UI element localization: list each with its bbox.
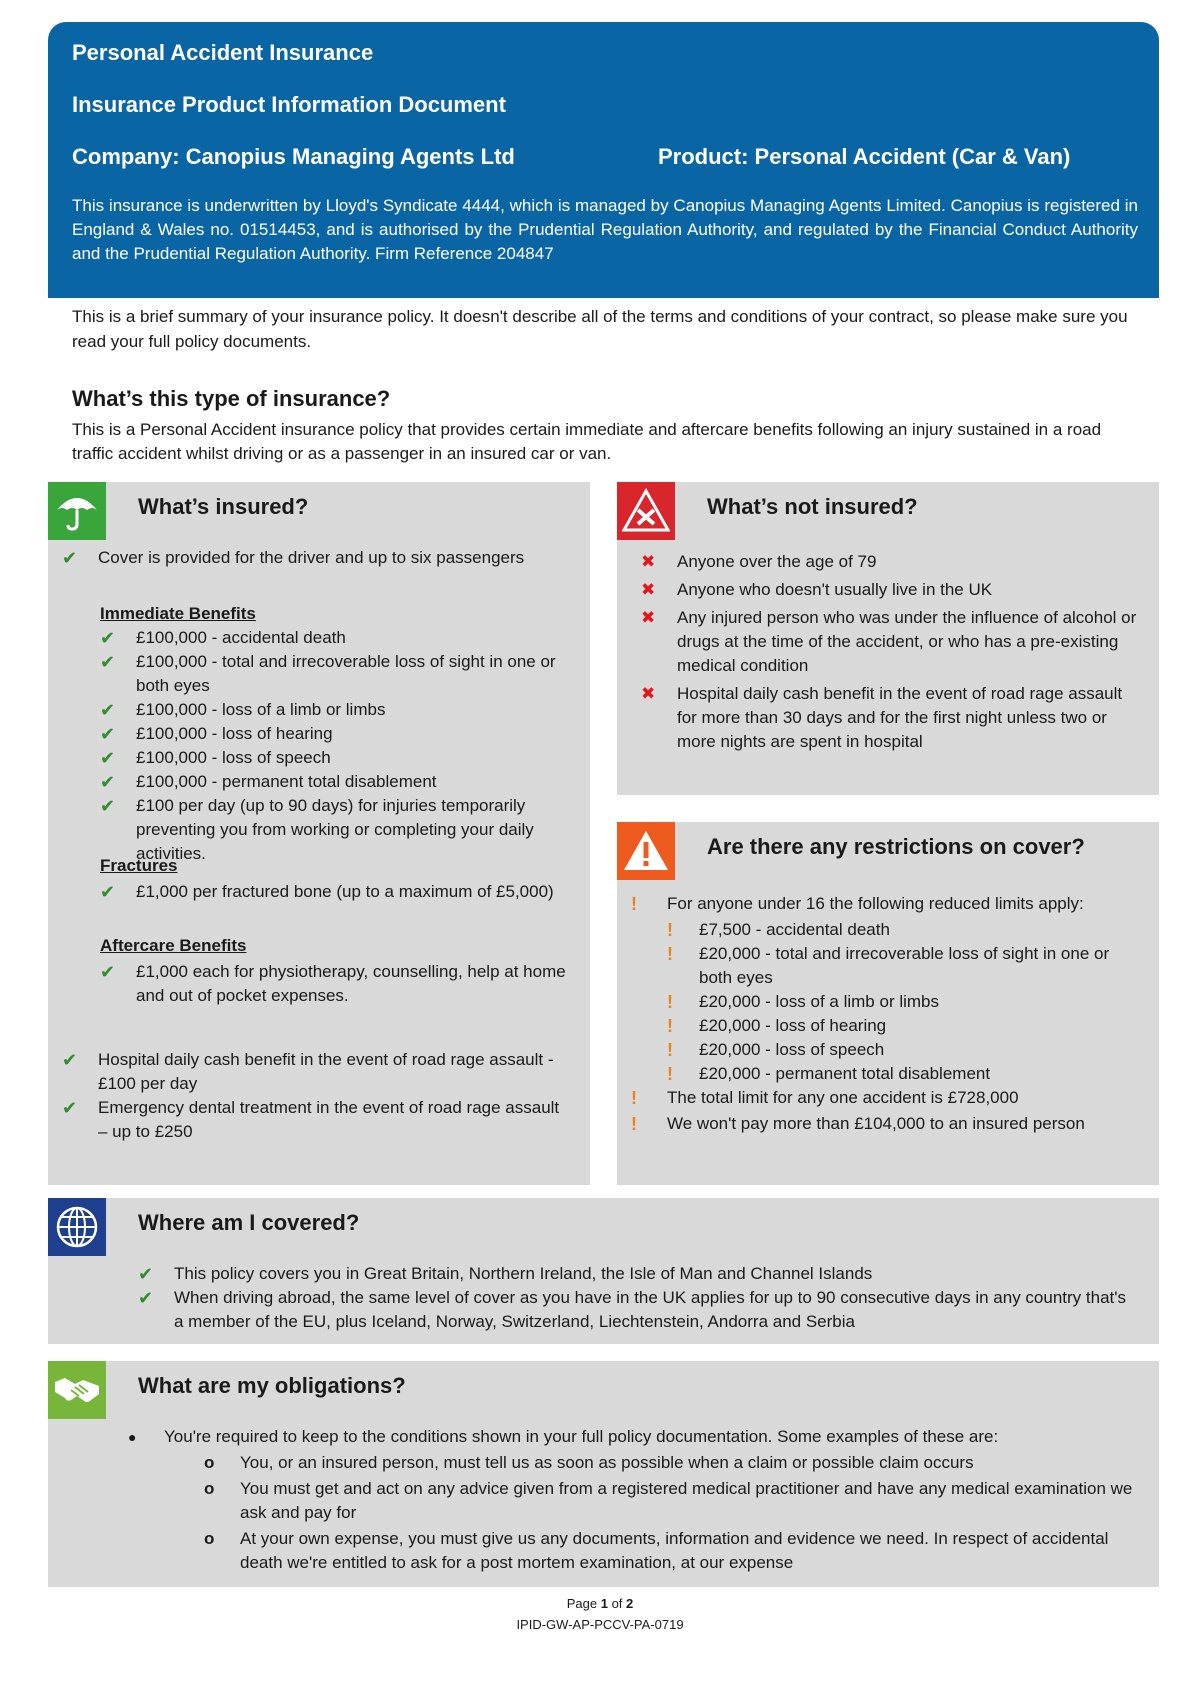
check-icon: ✔ <box>100 628 116 648</box>
list-item: o At your own expense, you must give us any documents, information and evidence we need. In respect of accidental death we're entitled to ask for a post mortem examination, at our expense <box>204 1529 1109 1572</box>
exclamation-icon: ! <box>631 1088 637 1108</box>
check-icon: ✔ <box>100 882 116 902</box>
type-text: This is a Personal Accident insurance policy that provides certain immediate and aftercare benefits following an injury sustained in a road traffic accident whilst driving or as a passenger in an insured car or van. <box>72 420 1102 463</box>
check-icon: ✔ <box>100 772 116 792</box>
list-item: ✔ When driving abroad, the same level of cover as you have in the UK applies for up to 90 consecutive days in any country that's a member of the EU, plus Iceland, Norway, Switzerland, Liechtenstein, Andorra and Serbia <box>138 1288 1126 1331</box>
company-name: Company: Canopius Managing Agents Ltd <box>72 144 515 169</box>
cross-icon: ✖ <box>641 684 656 703</box>
check-icon: ✔ <box>62 1050 78 1070</box>
list-item: ● You're required to keep to the conditions shown in your full policy documentation. Some examples of these are: <box>128 1425 1138 1449</box>
hollow-bullet-icon: o <box>204 1529 215 1548</box>
list-item: ! £20,000 - total and irrecoverable loss of sight in one or both eyes <box>667 944 1110 987</box>
list-item: ✖ Any injured person who was under the influence of alcohol or drugs at the time of the accident, or who has a pre-existing medical condition <box>641 608 1137 675</box>
check-icon: ✔ <box>100 724 116 744</box>
list-item: ✔ £1,000 each for physiotherapy, counselling, help at home and out of pocket expenses. <box>100 962 566 1005</box>
list-item: ✔ Emergency dental treatment in the event of road rage assault – up to £250 <box>62 1098 560 1141</box>
list-item: ✔ Hospital daily cash benefit in the event of road rage assault - £100 per day <box>62 1050 554 1093</box>
list-item: ! £7,500 - accidental death <box>667 920 890 940</box>
check-icon: ✔ <box>100 700 116 720</box>
exclamation-icon: ! <box>667 1016 673 1036</box>
list-item: ! £20,000 - loss of speech <box>667 1040 885 1060</box>
list-item: ! £20,000 - loss of a limb or limbs <box>667 992 939 1012</box>
hollow-bullet-icon: o <box>204 1453 215 1472</box>
list-item: ✔ £100,000 - accidental death <box>100 628 346 648</box>
obligations-title: What are my obligations? <box>138 1373 406 1398</box>
check-icon: ✔ <box>62 1098 78 1118</box>
warning-exclamation-icon <box>617 822 675 880</box>
exclamation-icon: ! <box>667 992 673 1012</box>
warning-cross-icon <box>617 482 675 540</box>
bullet-icon: ● <box>128 1429 137 1445</box>
exclamation-icon: ! <box>631 1114 637 1134</box>
list-item: ! For anyone under 16 the following reduced limits apply: <box>631 894 1084 914</box>
list-item: ✔ £100,000 - total and irrecoverable loss of sight in one or both eyes <box>100 652 556 695</box>
exclamation-icon: ! <box>631 894 637 914</box>
whats-not-insured-panel <box>617 482 1159 795</box>
where-covered-title: Where am I covered? <box>138 1210 360 1235</box>
list-item: ✔ £100,000 - permanent total disablement <box>100 772 437 792</box>
list-item: o You, or an insured person, must tell us as soon as possible when a claim or possible claim occurs <box>204 1451 1144 1475</box>
header-banner <box>48 22 1159 298</box>
list-item: ✖ Hospital daily cash benefit in the event of road rage assault for more than 30 days and for the first night unless two or more nights are spent in hospital <box>641 684 1123 751</box>
list-item: ✔ Cover is provided for the driver and up to six passengers <box>62 548 525 568</box>
aftercare-heading: Aftercare Benefits <box>100 936 247 955</box>
globe-icon <box>48 1198 106 1256</box>
cross-icon: ✖ <box>641 608 656 627</box>
exclamation-icon: ! <box>667 944 673 964</box>
where-covered-panel <box>48 1198 1159 1344</box>
list-item: ✔ This policy covers you in Great Britain, Northern Ireland, the Isle of Man and Channel Islands <box>138 1264 873 1284</box>
umbrella-icon <box>48 482 106 540</box>
restrictions-panel <box>617 822 1159 1185</box>
list-item: ✔ £100,000 - loss of hearing <box>100 724 333 744</box>
check-icon: ✔ <box>138 1288 154 1308</box>
check-icon: ✔ <box>100 652 116 672</box>
type-heading: What’s this type of insurance? <box>72 386 391 411</box>
list-item: ! The total limit for any one accident is £728,000 <box>631 1088 1019 1108</box>
product-name: Product: Personal Accident (Car & Van) <box>658 144 1071 169</box>
exclamation-icon: ! <box>667 920 673 940</box>
underwriter-blurb: This insurance is underwritten by Lloyd's Syndicate 4444, which is managed by Canopius Managing Agents Limited. Canopius is registered in England & Wales no. 01514453, and is authorised by the Prudential Regulation Authority, and regulated by the Financial Conduct Authority and the Prudential Regulation Authority. Firm Reference 204847 <box>72 196 1138 263</box>
obligations-panel <box>48 1361 1159 1587</box>
list-item: ✔ £100,000 - loss of speech <box>100 748 331 768</box>
check-icon: ✔ <box>138 1264 154 1284</box>
restrictions-title: Are there any restrictions on cover? <box>707 834 1085 859</box>
cross-icon: ✖ <box>641 552 656 571</box>
doc-subtitle: Insurance Product Information Document <box>72 92 506 117</box>
check-icon: ✔ <box>100 748 116 768</box>
intro-text: This is a brief summary of your insurance policy. It doesn't describe all of the terms and conditions of your contract, so please make sure you read your full policy documents. <box>72 307 1128 351</box>
list-item: ✔ £1,000 per fractured bone (up to a maximum of £5,000) <box>100 882 554 902</box>
page-number: Page 1 of 2 <box>566 1596 634 1611</box>
list-item: ✔ £100 per day (up to 90 days) for injuries temporarily preventing you from working or completing your daily activities. <box>100 796 534 863</box>
exclamation-icon: ! <box>667 1064 673 1084</box>
fractures-heading: Fractures <box>100 856 178 875</box>
list-item: ! £20,000 - permanent total disablement <box>667 1064 991 1084</box>
hollow-bullet-icon: o <box>204 1479 215 1498</box>
immediate-benefits-heading: Immediate Benefits <box>100 604 256 623</box>
list-item: ! £20,000 - loss of hearing <box>667 1016 887 1036</box>
whats-insured-title: What’s insured? <box>138 494 309 519</box>
list-item: ✖ Anyone who doesn't usually live in the UK <box>641 578 1141 602</box>
whats-not-insured-title: What’s not insured? <box>707 494 918 519</box>
doc-title: Personal Accident Insurance <box>72 40 374 65</box>
list-item: ! We won't pay more than £104,000 to an insured person <box>631 1114 1085 1134</box>
check-icon: ✔ <box>100 796 116 816</box>
check-icon: ✔ <box>100 962 116 982</box>
document-reference: IPID-GW-AP-PCCV-PA-0719 <box>516 1617 684 1632</box>
list-item: ✔ £100,000 - loss of a limb or limbs <box>100 700 386 720</box>
exclamation-icon: ! <box>667 1040 673 1060</box>
check-icon: ✔ <box>62 548 78 568</box>
list-item: ✖ Anyone over the age of 79 <box>641 550 1141 574</box>
whats-insured-panel <box>48 482 590 1185</box>
handshake-icon <box>48 1361 106 1419</box>
list-item: o You must get and act on any advice given from a registered medical practitioner and have any medical examination we ask and pay for <box>204 1479 1133 1522</box>
cross-icon: ✖ <box>641 580 656 599</box>
